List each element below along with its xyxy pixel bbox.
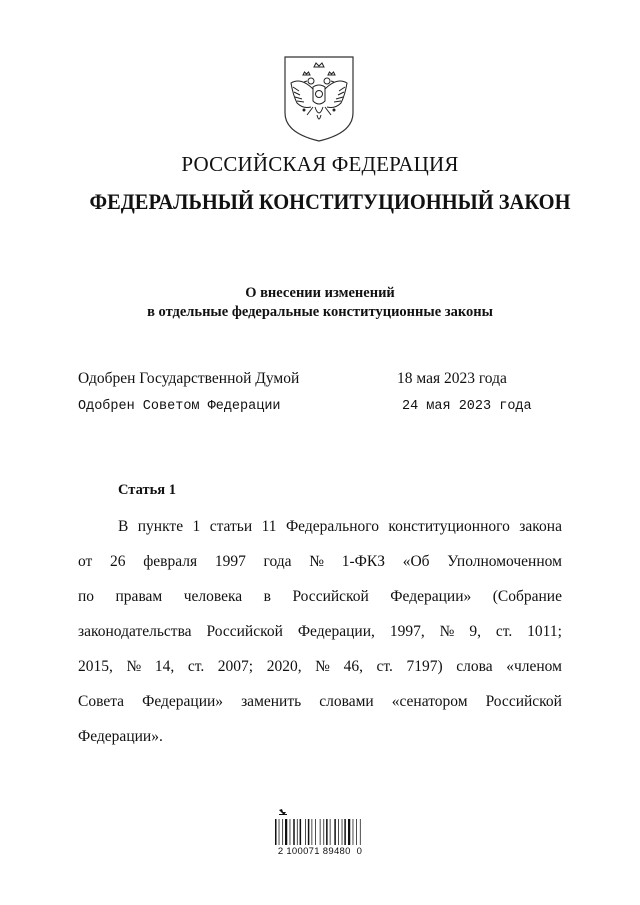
paragraph-word: Российской bbox=[292, 588, 369, 605]
paragraph-word: словами bbox=[319, 693, 374, 710]
barcode-number: 2 100071 89480 0 bbox=[277, 846, 363, 857]
paragraph-word: в bbox=[263, 588, 271, 605]
law-title-line: О внесении изменений bbox=[245, 285, 395, 301]
paragraph-word: Российской bbox=[206, 623, 283, 640]
paragraph-word: февраля bbox=[143, 553, 198, 570]
paragraph-word: 9, bbox=[469, 623, 481, 640]
paragraph-line bbox=[78, 727, 562, 747]
law-title bbox=[0, 284, 640, 322]
paragraph-line bbox=[118, 517, 562, 537]
paragraph-word: Федерального bbox=[285, 518, 379, 535]
paragraph-word: ст. bbox=[187, 658, 205, 675]
paragraph-word: человека bbox=[183, 588, 243, 605]
paragraph-word: 1011; bbox=[527, 623, 562, 640]
paragraph-word: 26 bbox=[110, 553, 126, 570]
paragraph-word: Совета bbox=[78, 693, 125, 710]
coat-of-arms-icon bbox=[283, 55, 355, 143]
paragraph-line bbox=[78, 692, 562, 712]
paragraph-word: 2015, bbox=[78, 658, 113, 675]
paragraph-line bbox=[78, 587, 562, 607]
paragraph-word: от bbox=[78, 553, 93, 570]
paragraph-word: № bbox=[439, 623, 455, 640]
paragraph-word: закона bbox=[519, 518, 562, 535]
paragraph-word: «сенатором bbox=[391, 693, 468, 710]
paragraph-word: конституционного bbox=[388, 518, 510, 535]
approval-duma-label: Одобрен Государственной Думой bbox=[78, 370, 300, 387]
paragraph-word: правам bbox=[115, 588, 163, 605]
paragraph-word: 46, bbox=[343, 658, 363, 675]
approval-council-date: 24 мая 2023 года bbox=[402, 399, 532, 414]
paragraph-word: «членом bbox=[506, 658, 562, 675]
paragraph-line bbox=[78, 622, 562, 642]
paragraph-word: № bbox=[315, 658, 330, 675]
paragraph-word: 2020, bbox=[266, 658, 302, 675]
law-type-heading: ФЕДЕРАЛЬНЫЙ КОНСТИТУЦИОННЫЙ ЗАКОН bbox=[89, 189, 571, 214]
paragraph-word: Федерации» bbox=[390, 588, 472, 605]
paragraph-word: слова bbox=[456, 658, 493, 675]
country-name: РОССИЙСКАЯ ФЕДЕРАЦИЯ bbox=[181, 152, 459, 176]
paragraph-line bbox=[78, 552, 562, 572]
paragraph-word: Федерации, bbox=[297, 623, 375, 640]
paragraph-word: ст. bbox=[376, 658, 393, 675]
approval-council-label: Одобрен Советом Федерации bbox=[78, 399, 281, 414]
paragraph-line bbox=[78, 657, 562, 677]
paragraph-word: (Собрание bbox=[492, 588, 562, 605]
paragraph-word: Уполномоченном bbox=[447, 553, 562, 570]
paragraph-word: года bbox=[263, 553, 292, 570]
paragraph-word: № bbox=[309, 553, 325, 570]
paragraph-word: 7197) bbox=[406, 658, 443, 675]
paragraph-word: заменить bbox=[241, 693, 302, 710]
paragraph-word: 11 bbox=[261, 518, 277, 535]
article-heading: Статья 1 bbox=[118, 482, 176, 498]
paragraph-word: «Об bbox=[402, 553, 430, 570]
paragraph-word: пункте bbox=[137, 518, 184, 535]
paragraph-word: В bbox=[118, 518, 129, 535]
paragraph-word: 1997 bbox=[214, 553, 246, 570]
paragraph-word: 1-ФКЗ bbox=[341, 553, 386, 570]
barcode-icon bbox=[271, 808, 371, 868]
approval-duma-date: 18 мая 2023 года bbox=[397, 370, 507, 387]
paragraph-word: Федерации» bbox=[142, 693, 224, 710]
paragraph-word: Федерации». bbox=[78, 728, 163, 745]
paragraph-word: № bbox=[126, 658, 142, 675]
paragraph-word: законодательства bbox=[78, 623, 192, 640]
paragraph-word: 1997, bbox=[389, 623, 425, 640]
paragraph-word: 14, bbox=[154, 658, 175, 675]
paragraph-word: статьи bbox=[209, 518, 253, 535]
paragraph-word: ст. bbox=[495, 623, 513, 640]
paragraph-word: по bbox=[78, 588, 95, 605]
paragraph-word: 2007; bbox=[217, 658, 254, 675]
paragraph-word: Российской bbox=[485, 693, 562, 710]
law-title-line: в отдельные федеральные конституционные законы bbox=[147, 304, 493, 320]
paragraph-word: 1 bbox=[192, 518, 201, 535]
